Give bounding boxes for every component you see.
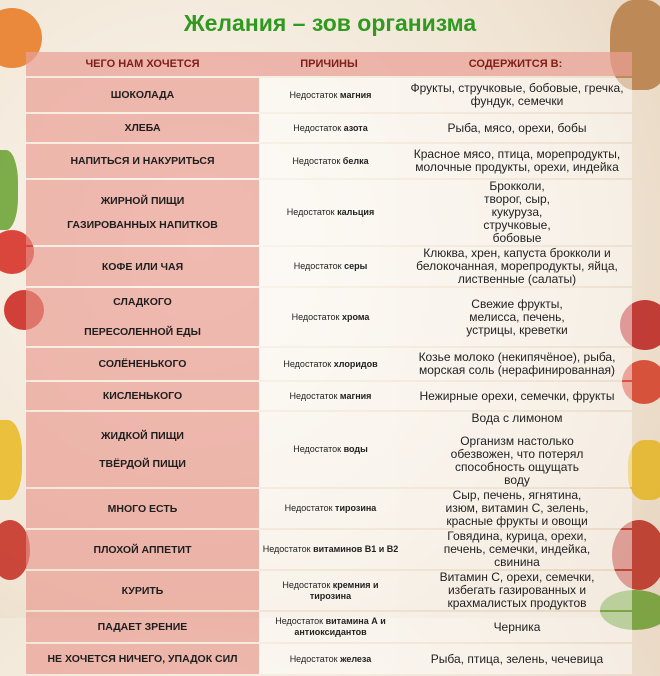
- pepper-decoration: [0, 420, 22, 500]
- reason-nutrient: тирозина: [335, 503, 377, 513]
- contains-cell: [399, 612, 632, 642]
- contains-cell: [399, 571, 632, 610]
- want-cell: НАПИТЬСЯ И НАКУРИТЬСЯ: [26, 144, 259, 178]
- reason-nutrient: хрома: [341, 311, 370, 322]
- reason-cell: [259, 612, 399, 642]
- contains-cell: [399, 412, 632, 487]
- want-text: ЖИДКОЙ ПИЩИ: [101, 429, 184, 442]
- want-cell: КОФЕ ИЛИ ЧАЯ: [26, 247, 259, 286]
- reason-nutrient: белка: [342, 155, 369, 166]
- want-text: ТВЁРДОЙ ПИЩИ: [99, 457, 186, 470]
- reason-label: Недостаток: [283, 358, 332, 369]
- page-title: Желания – зов организма: [183, 10, 477, 36]
- reason-nutrient: азота: [343, 122, 368, 133]
- contains-text: Рыба, птица, зелень, чечевица: [430, 651, 604, 666]
- reason-nutrient: хлоридов: [333, 358, 378, 369]
- reason-nutrient: витаминов В1 и В2: [313, 544, 399, 554]
- table-row: [26, 382, 632, 410]
- want-cell: КУРИТЬ: [26, 571, 259, 610]
- reason-label: Недостаток: [284, 503, 333, 513]
- table-row: [26, 612, 632, 642]
- reason-nutrient: кальция: [337, 207, 375, 217]
- reason-cell: [259, 489, 399, 528]
- contains-text: Сыр, печень, ягнятина, изюм, витамин С, зелень, красные фрукты и овощи: [445, 488, 589, 528]
- reason-label: Недостаток: [289, 390, 338, 401]
- contains-text: Клюква, хрен, капуста брокколи и белокочанная, морепродукты, яйца, лиственные (салаты): [416, 246, 618, 286]
- contains-cell: [399, 382, 632, 410]
- contains-cell: [399, 144, 632, 178]
- reason-cell: [259, 530, 399, 569]
- contains-cell: [399, 530, 632, 569]
- reason-nutrient: кремния и тирозина: [309, 579, 379, 601]
- contains-cell: [399, 644, 632, 674]
- contains-cell: [399, 288, 632, 346]
- reason-label: Недостаток: [293, 122, 342, 133]
- reason-cell: [259, 144, 399, 178]
- contains-text: Фрукты, стручковые, бобовые, гречка, фундук, семечки: [410, 81, 624, 108]
- contains-cell: [399, 78, 632, 112]
- contains-text: Красное мясо, птица, морепродукты, молочные продукты, орехи, индейка: [413, 147, 621, 174]
- reason-nutrient: магния: [339, 390, 372, 401]
- header-reason: ПРИЧИНЫ: [259, 52, 399, 76]
- table-row: [26, 288, 632, 346]
- table-row: [26, 489, 632, 528]
- pepper-decoration: [628, 440, 660, 500]
- want-text: СЛАДКОГО: [113, 296, 172, 308]
- want-cell: ХЛЕБА: [26, 114, 259, 142]
- reason-label: Недостаток: [289, 89, 338, 100]
- reason-nutrient: магния: [339, 89, 372, 100]
- want-cell: ПАДАЕТ ЗРЕНИЕ: [26, 612, 259, 642]
- reason-cell: [259, 412, 399, 487]
- contains-cell: [399, 489, 632, 528]
- contains-text: Черника: [493, 619, 541, 634]
- reason-cell: [259, 247, 399, 286]
- table-row: [26, 412, 632, 487]
- want-text: ЖИРНОЙ ПИЩИ: [100, 194, 185, 207]
- reason-nutrient: воды: [343, 444, 368, 454]
- contains-cell: [399, 247, 632, 286]
- reason-label: Недостаток: [282, 579, 331, 590]
- want-cell: КИСЛЕНЬКОГО: [26, 382, 259, 410]
- contains-text: Свежие фрукты, мелисса, печень, устрицы, креветки: [466, 296, 568, 337]
- header-contains: СОДЕРЖИТСЯ В:: [399, 52, 632, 76]
- contains-cell: [399, 348, 632, 380]
- reason-cell: [259, 382, 399, 410]
- reason-label: Недостаток: [293, 261, 342, 271]
- contains-text: Рыба, мясо, орехи, бобы: [447, 120, 587, 135]
- want-cell: ШОКОЛАДА: [26, 78, 259, 112]
- reason-cell: [259, 571, 399, 610]
- reason-label: Недостаток: [293, 444, 342, 454]
- table-row: [26, 114, 632, 142]
- reason-cell: [259, 348, 399, 380]
- reason-cell: [259, 114, 399, 142]
- contains-cell: [399, 180, 632, 245]
- reason-label: Недостаток: [286, 207, 335, 217]
- table-row: [26, 571, 632, 610]
- reason-nutrient: железа: [340, 653, 372, 664]
- contains-text: Вода с лимоном: [471, 411, 563, 425]
- table-header-row: [26, 52, 632, 76]
- reason-cell: [259, 288, 399, 346]
- reason-label: Недостаток: [275, 616, 324, 626]
- reason-nutrient: серы: [344, 261, 368, 271]
- table-row: [26, 530, 632, 569]
- contains-text: Организм настолько обезвожен, что потерял способность ощущать воду: [450, 434, 584, 487]
- herbs-decoration: [0, 150, 18, 230]
- want-cell: [26, 288, 259, 346]
- table-row: [26, 144, 632, 178]
- reason-label: Недостаток: [262, 544, 311, 554]
- header-want: ЧЕГО НАМ ХОЧЕТСЯ: [26, 52, 259, 76]
- want-cell: [26, 180, 259, 245]
- contains-text: Нежирные орехи, семечки, фрукты: [419, 388, 615, 403]
- want-text: ПЕРЕСОЛЕННОЙ ЕДЫ: [84, 326, 201, 338]
- table-row: [26, 78, 632, 112]
- reason-label: Недостаток: [289, 653, 338, 664]
- want-cell: МНОГО ЕСТЬ: [26, 489, 259, 528]
- table-row: [26, 348, 632, 380]
- reason-label: Недостаток: [292, 155, 341, 166]
- reason-cell: [259, 78, 399, 112]
- table-row: [26, 247, 632, 286]
- contains-text: Брокколи, творог, сыр, кукуруза, стручковые, бобовые: [483, 179, 551, 245]
- want-cell: ПЛОХОЙ АППЕТИТ: [26, 530, 259, 569]
- reason-label: Недостаток: [291, 311, 340, 322]
- reason-nutrient: витамина А и антиоксидантов: [294, 616, 386, 637]
- reason-cell: [259, 644, 399, 674]
- reason-cell: [259, 180, 399, 245]
- cravings-table: [26, 50, 632, 676]
- want-cell: [26, 412, 259, 487]
- contains-text: Козье молоко (некипячёное), рыба, морская соль (нерафинированная): [418, 350, 616, 377]
- want-cell: НЕ ХОЧЕТСЯ НИЧЕГО, УПАДОК СИЛ: [26, 644, 259, 674]
- contains-cell: [399, 114, 632, 142]
- want-text: ГАЗИРОВАННЫХ НАПИТКОВ: [67, 218, 218, 231]
- table-row: [26, 180, 632, 245]
- table-row: [26, 644, 632, 674]
- want-cell: СОЛЁНЕНЬКОГО: [26, 348, 259, 380]
- contains-text: Говядина, курица, орехи, печень, семечки, индейка, свинина: [443, 529, 591, 569]
- contains-text: Витамин С, орехи, семечки, избегать газированных и крахмалистых продуктов: [439, 570, 595, 610]
